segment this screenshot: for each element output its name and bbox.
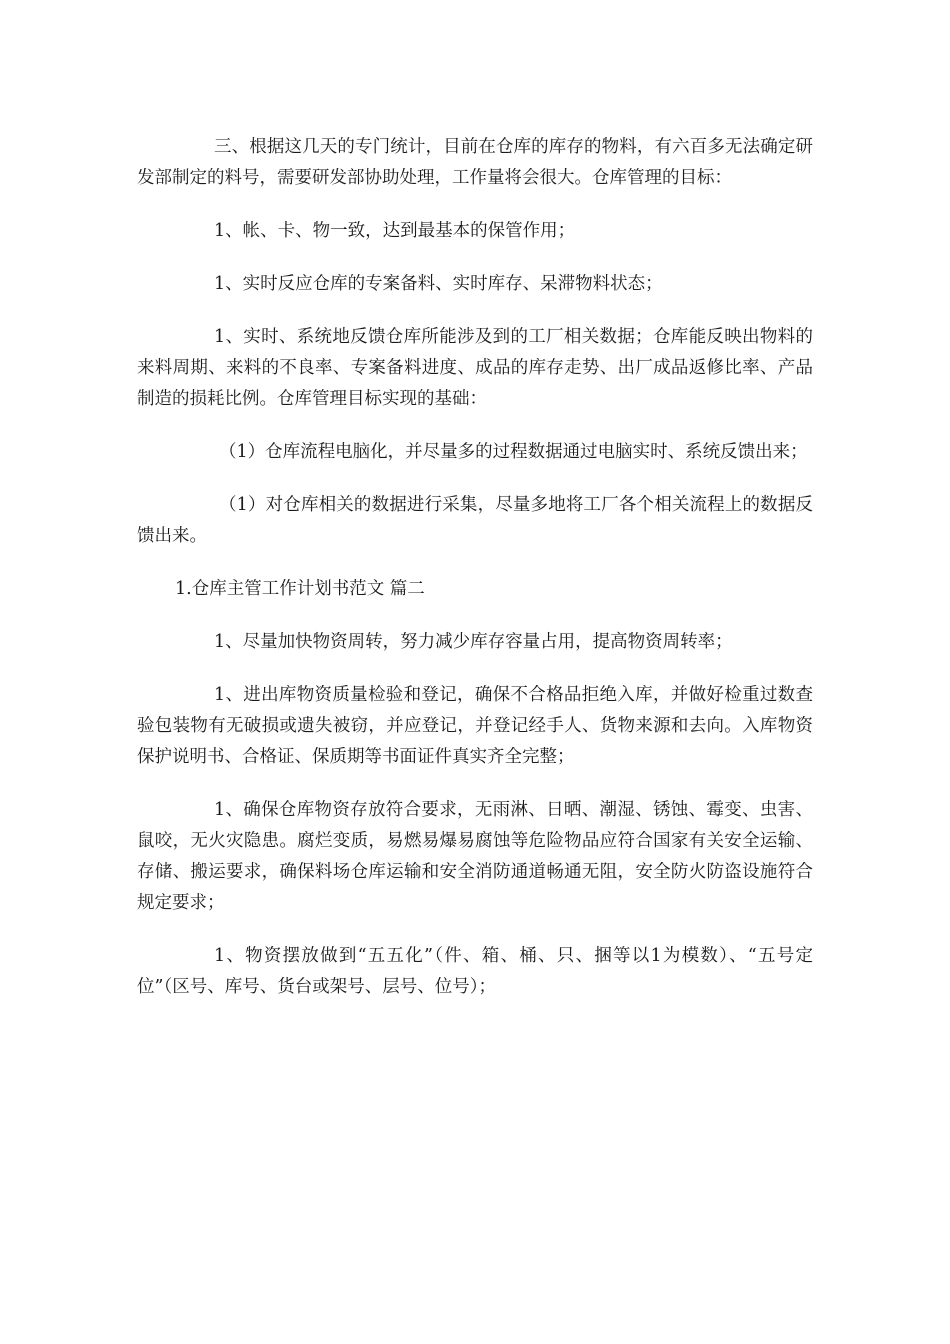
paragraph-plan-2: 1、进出库物资质量检验和登记，确保不合格品拒绝入库，并做好检重过数查验包装物有无破损或遗失被窃，并应登记，并登记经手人、货物来源和去向。入库物资保护说明书、合格证、保质期等书面证件真实齐全完整； (137, 685, 813, 767)
paragraph-goal-3: 1、实时、系统地反馈仓库所能涉及到的工厂相关数据；仓库能反映出物料的来料周期、来料的不良率、专案备料进度、成品的库存走势、出厂成品返修比率、产品制造的损耗比例。仓库管理目标实现的基础： (137, 327, 813, 409)
paragraph-statistics: 三、根据这几天的专门统计，目前在仓库的库存的物料，有六百多无法确定研发部制定的料号，需要研发部协助处理，工作量将会很大。仓库管理的目标： (137, 137, 813, 188)
document-body (137, 132, 813, 1025)
paragraph-plan-1: 1、尽量加快物资周转，努力减少库存容量占用，提高物资周转率； (214, 632, 733, 652)
paragraph-plan-4: 1、物资摆放做到“五五化”（件、箱、桶、只、捆等以1为模数）、“五号定位”（区号、库号、货台或架号、层号、位号）； (137, 946, 813, 997)
section-heading: 1.仓库主管工作计划书范文 篇二 (175, 579, 425, 599)
paragraph-goal-1: 1、帐、卡、物一致，达到最基本的保管作用； (214, 221, 576, 241)
paragraph-basis-2: （1）对仓库相关的数据进行采集，尽量多地将工厂各个相关流程上的数据反馈出来。 (137, 495, 813, 546)
paragraph-basis-1: （1）仓库流程电脑化，并尽量多的过程数据通过电脑实时、系统反馈出来； (219, 442, 808, 462)
paragraph-plan-3: 1、确保仓库物资存放符合要求，无雨淋、日晒、潮湿、锈蚀、霉变、虫害、鼠咬，无火灾隐患。腐烂变质，易燃易爆易腐蚀等危险物品应符合国家有关安全运输、存储、搬运要求，确保料场仓库运输和安全消防通道畅通无阻，安全防火防盗设施符合规定要求； (137, 800, 813, 913)
paragraph-goal-2: 1、实时反应仓库的专案备料、实时库存、呆滞物料状态； (214, 274, 663, 294)
